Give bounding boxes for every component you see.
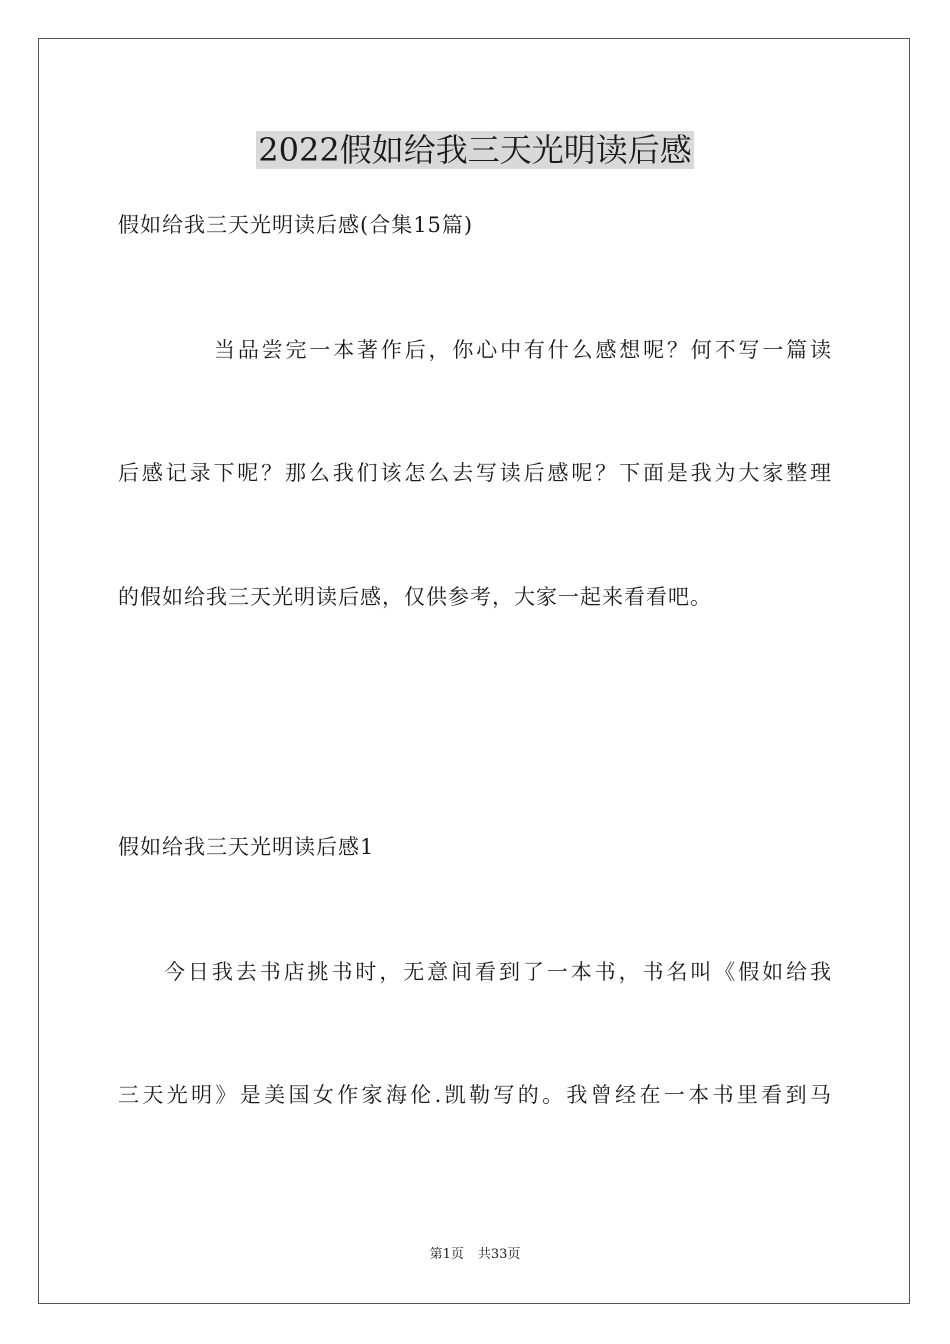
page-footer [0,1246,950,1264]
page-number: 第1页 [429,1247,464,1262]
document-subtitle: 假如给我三天光明读后感(合集15篇) [118,213,474,237]
page-total: 共33页 [477,1247,521,1262]
document-title-text: 2022假如给我三天光明读后感 [258,131,692,169]
intro-line-1: 当品尝完一本著作后，你心中有什么感想呢？何不写一篇读 [214,338,832,362]
section-line-1: 今日我去书店挑书时，无意间看到了一本书，书名叫《假如给我 [164,960,832,984]
section-heading: 假如给我三天光明读后感1 [118,835,375,859]
document-title [0,128,950,172]
intro-line-2: 后感记录下呢？那么我们该怎么去写读后感呢？下面是我为大家整理 [118,461,832,485]
section-line-2: 三天光明》是美国女作家海伦.凯勒写的。我曾经在一本书里看到马 [118,1083,832,1107]
intro-line-3: 的假如给我三天光明读后感，仅供参考，大家一起来看看吧。 [118,585,712,609]
